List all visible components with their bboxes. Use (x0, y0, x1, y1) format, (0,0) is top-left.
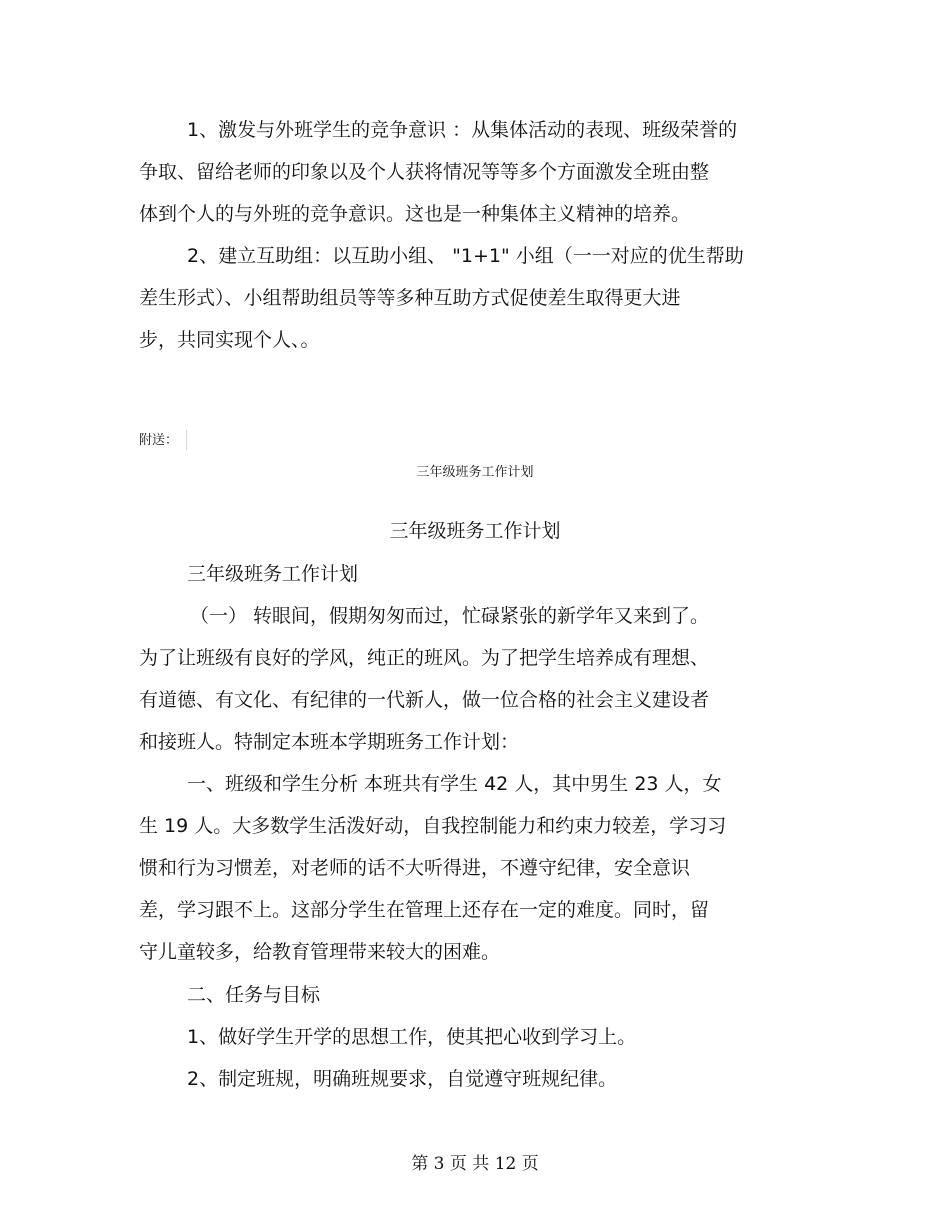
body-line-1: 三年级班务工作计划 (187, 563, 359, 585)
separator-line (186, 430, 187, 450)
section1-line-6: 步，共同实现个人、。 (139, 329, 320, 351)
body-line-2: （一） 转眼间，假期匆匆而过，忙碌紧张的新学年又来到了。 (190, 605, 710, 627)
section1-line-2: 争取、留给老师的印象以及个人获将情况等等多个方面激发全班由整 (139, 161, 710, 183)
section1-line-3: 体到个人的与外班的竞争意识。这也是一种集体主义精神的培养。 (139, 203, 691, 225)
body-line-6: 一、班级和学生分析 本班共有学生 42 人，其中男生 23 人，女 (187, 773, 722, 795)
section1-line-1: 1、激发与外班学生的竞争意识 ：从集体活动的表现、班级荣誉的 (187, 119, 738, 141)
section1-line-5: 差生形式）、小组帮助组员等等多种互助方式促使差生取得更大进 (139, 287, 681, 309)
section1-line-4: 2、建立互助组：以互助小组、 "1+1" 小组（一一对应的优生帮助 (187, 245, 744, 267)
body-line-8: 惯和行为习惯差，对老师的话不大听得进，不遵守纪律，安全意识 (139, 857, 691, 879)
page-number-footer: 第 3 页 共 12 页 (411, 1154, 539, 1174)
body-line-4: 有道德、有文化、有纪律的一代新人，做一位合格的社会主义建设者 (139, 689, 710, 711)
body-line-9: 差，学习跟不上。这部分学生在管理上还存在一定的难度。同时，留 (139, 899, 710, 921)
body-line-11: 二、任务与目标 (187, 984, 321, 1006)
body-line-13: 2、制定班规，明确班规要求，自觉遵守班规纪律。 (187, 1068, 618, 1090)
body-line-3: 为了让班级有良好的学风，纯正的班风。为了把学生培养成有理想、 (139, 647, 710, 669)
body-line-5: 和接班人。特制定本班本学期班务工作计划： (139, 731, 520, 753)
appendix-label: 附送： (139, 433, 179, 448)
body-line-12: 1、做好学生开学的思想工作，使其把心收到学习上。 (187, 1026, 637, 1048)
body-line-7: 生 19 人。大多数学生活泼好动，自我控制能力和约束力较差，学习习 (139, 815, 727, 837)
body-line-10: 守儿童较多，给教育管理带来较大的困难。 (139, 941, 501, 963)
appendix-small-title: 三年级班务工作计划 (416, 465, 534, 480)
document-title: 三年级班务工作计划 (389, 520, 561, 542)
